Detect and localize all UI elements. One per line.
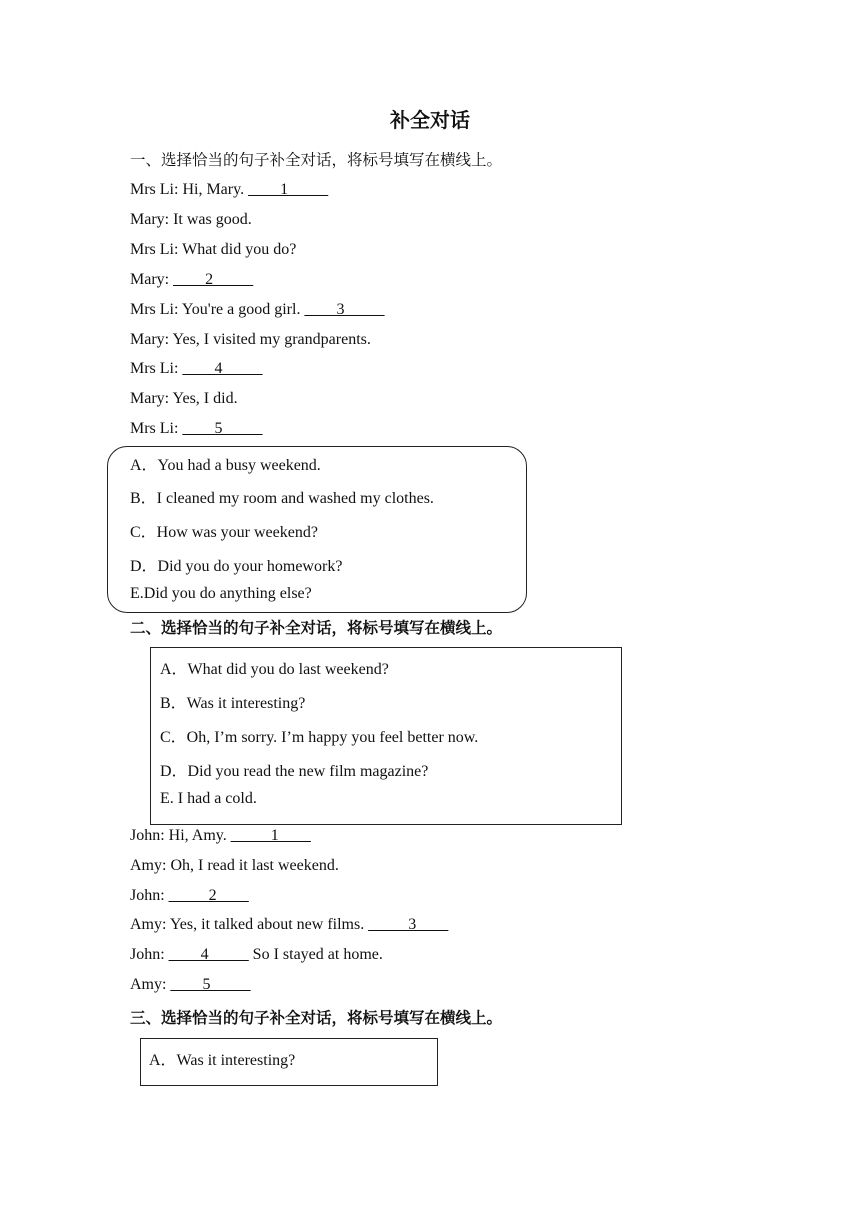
option-item: C．How was your weekend? — [130, 524, 318, 541]
answer-blank[interactable]: ____4_____ — [182, 360, 263, 377]
answer-blank[interactable]: ____5_____ — [182, 420, 263, 437]
dialogue-line: Mrs Li: ____5_____ — [130, 420, 263, 437]
answer-blank[interactable]: _____1____ — [230, 827, 311, 844]
answer-blank[interactable]: ____5_____ — [170, 976, 251, 993]
dialogue-line: John: ____4_____ So I stayed at home. — [130, 946, 383, 963]
option-item: B．Was it interesting? — [160, 695, 306, 712]
option-item: A．You had a busy weekend. — [130, 457, 321, 474]
option-item: A．Was it interesting? — [149, 1052, 296, 1069]
dialogue-line: Mary: It was good. — [130, 211, 252, 228]
dialogue-line: Mrs Li: You're a good girl. ____3_____ — [130, 301, 385, 318]
answer-blank[interactable]: ____1_____ — [248, 181, 329, 198]
section2-heading: 二、选择恰当的句子补全对话，将标号填写在横线上。 — [130, 619, 503, 637]
option-item: E. I had a cold. — [160, 790, 257, 807]
option-item: D．Did you do your homework? — [130, 558, 343, 575]
section1-heading: 一、选择恰当的句子补全对话，将标号填写在横线上。 — [130, 151, 503, 169]
option-item: D．Did you read the new film magazine? — [160, 763, 429, 780]
dialogue-line: Amy: Oh, I read it last weekend. — [130, 857, 339, 874]
answer-blank[interactable]: ____2_____ — [173, 271, 254, 288]
dialogue-line: Mary: Yes, I did. — [130, 390, 238, 407]
dialogue-line: John: _____2____ — [130, 887, 249, 904]
option-item: B．I cleaned my room and washed my clothes. — [130, 490, 434, 507]
page-title: 补全对话 — [390, 108, 470, 132]
dialogue-line: John: Hi, Amy. _____1____ — [130, 827, 311, 844]
option-item: C．Oh, I’m sorry. I’m happy you feel better now. — [160, 729, 479, 746]
dialogue-line: Amy: ____5_____ — [130, 976, 251, 993]
dialogue-line: Mrs Li: Hi, Mary. ____1_____ — [130, 181, 329, 198]
dialogue-line: Mary: Yes, I visited my grandparents. — [130, 331, 371, 348]
dialogue-line: Mrs Li: What did you do? — [130, 241, 297, 258]
option-item: E.Did you do anything else? — [130, 585, 312, 602]
answer-blank[interactable]: ____3_____ — [304, 301, 385, 318]
answer-blank[interactable]: ____4_____ — [168, 946, 249, 963]
section3-heading: 三、选择恰当的句子补全对话，将标号填写在横线上。 — [130, 1009, 503, 1027]
dialogue-line: Amy: Yes, it talked about new films. _____3____ — [130, 916, 449, 933]
dialogue-line: Mary: ____2_____ — [130, 271, 254, 288]
dialogue-line: Mrs Li: ____4_____ — [130, 360, 263, 377]
option-item: A．What did you do last weekend? — [160, 661, 389, 678]
answer-blank[interactable]: _____2____ — [168, 887, 249, 904]
answer-blank[interactable]: _____3____ — [368, 916, 449, 933]
